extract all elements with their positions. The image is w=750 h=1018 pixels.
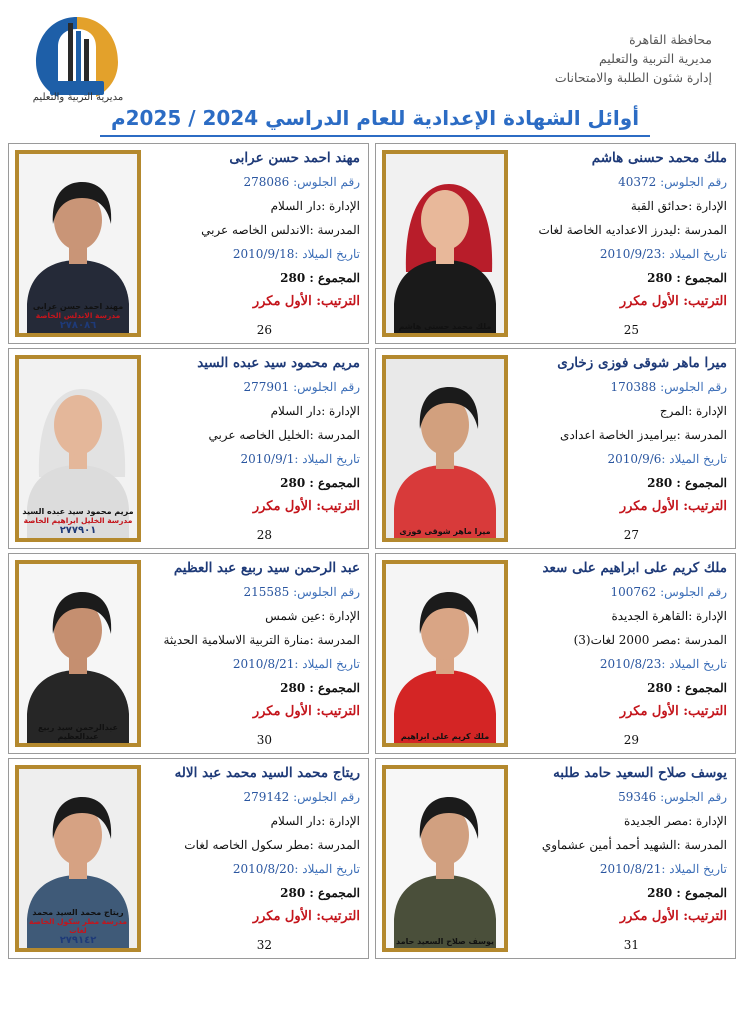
- caption-name: ريتاج محمد السيد محمد: [32, 908, 124, 917]
- total-line: [511, 266, 727, 290]
- student-photo: [15, 355, 141, 542]
- caption-school: مدرسة الاندلس الخاصة: [35, 311, 121, 320]
- total-label: المجموع :: [672, 476, 727, 490]
- caption-name: ملك محمد حسنى هاشم: [398, 322, 492, 331]
- total-label: المجموع :: [672, 681, 727, 695]
- seat-number-line: [144, 785, 360, 809]
- admin-line: [511, 809, 727, 833]
- total-value: 280: [647, 886, 673, 900]
- dob-value: 2010/9/6: [607, 452, 662, 466]
- student-info: [144, 150, 360, 314]
- dob-line: [511, 242, 727, 266]
- school-value: منارة التربية الاسلامية الحديثة: [163, 633, 310, 647]
- caption-name: عبدالرحمن سيد ربيع عبدالعظيم: [37, 723, 119, 741]
- rank-label: الترتيب:: [311, 499, 360, 514]
- total-line: [144, 676, 360, 700]
- seat-label: رقم الجلوس:: [289, 790, 360, 804]
- student-name: مهند احمد حسن عرابى: [229, 150, 360, 166]
- student-photo: [15, 150, 141, 337]
- school-value: الخليل الخاصه عربي: [208, 428, 310, 442]
- student-name: ملك محمد حسنى هاشم: [591, 150, 727, 166]
- student-card: [375, 758, 736, 959]
- government-header: [555, 30, 712, 87]
- school-line: [511, 833, 727, 857]
- page-title: أوائل الشهادة الإعدادية للعام الدراسي 2024 / 2025م: [110, 106, 640, 130]
- admin-label: الإدارة :: [688, 814, 727, 828]
- sequence-number: 30: [256, 733, 272, 747]
- total-value: 280: [647, 271, 673, 285]
- total-label: المجموع :: [672, 271, 727, 285]
- student-portrait-icon: [386, 359, 504, 538]
- admin-value: المرج: [659, 404, 689, 418]
- rank-label: الترتيب:: [678, 704, 727, 719]
- admin-label: الإدارة :: [321, 609, 360, 623]
- student-photo: [382, 355, 508, 542]
- student-portrait-icon: [386, 564, 504, 743]
- governorate-text: محافظة القاهرة: [629, 32, 712, 47]
- student-photo: [15, 560, 141, 747]
- admin-line: [144, 399, 360, 423]
- photo-caption: [19, 908, 137, 946]
- student-card: [8, 553, 369, 754]
- school-line: [144, 218, 360, 242]
- rank-line: [511, 290, 727, 314]
- seat-number-line: [144, 170, 360, 194]
- school-label: المدرسة :: [309, 428, 360, 442]
- student-name: مريم محمود سيد عبده السيد: [197, 355, 360, 371]
- seat-label: رقم الجلوس:: [656, 585, 727, 599]
- admin-value: دار السلام: [270, 199, 322, 213]
- dob-label: تاريخ الميلاد :: [661, 452, 727, 466]
- caption-name: مريم محمود سيد عبده السيد: [22, 507, 134, 516]
- rank-line: [144, 495, 360, 519]
- admin-value: القاهرة الجديدة: [611, 609, 689, 623]
- seat-label: رقم الجلوس:: [656, 380, 727, 394]
- rank-value: الأول مكرر: [252, 499, 312, 514]
- school-label: المدرسة :: [676, 838, 727, 852]
- school-label: المدرسة :: [309, 223, 360, 237]
- school-line: [511, 218, 727, 242]
- admin-line: [144, 809, 360, 833]
- rank-label: الترتيب:: [678, 909, 727, 924]
- seat-number-line: [144, 580, 360, 604]
- admin-label: الإدارة :: [321, 404, 360, 418]
- seat-label: رقم الجلوس:: [289, 175, 360, 189]
- dob-value: 2010/8/20: [232, 862, 295, 876]
- total-label: المجموع :: [672, 886, 727, 900]
- student-card: [375, 553, 736, 754]
- school-line: [511, 628, 727, 652]
- rank-label: الترتيب:: [311, 704, 360, 719]
- admin-line: [511, 194, 727, 218]
- seat-value: 278086: [243, 175, 290, 189]
- admin-label: الإدارة :: [688, 404, 727, 418]
- total-line: [144, 471, 360, 495]
- dob-value: 2010/8/21: [232, 657, 295, 671]
- seat-number-line: [511, 580, 727, 604]
- student-card: [375, 348, 736, 549]
- sequence-number: 26: [256, 323, 272, 337]
- student-name: ميرا ماهر شوقى فوزى زخارى: [557, 355, 727, 371]
- seat-number-line: [511, 375, 727, 399]
- dob-label: تاريخ الميلاد :: [661, 862, 727, 876]
- school-value: مطر سكول الخاصه لغات: [184, 838, 310, 852]
- dob-line: [511, 652, 727, 676]
- student-info: [144, 355, 360, 519]
- seat-number-line: [511, 785, 727, 809]
- rank-value: الأول مكرر: [252, 909, 312, 924]
- sequence-number: 25: [623, 323, 639, 337]
- seat-value: 40372: [618, 175, 657, 189]
- dob-label: تاريخ الميلاد :: [661, 657, 727, 671]
- sequence-number: 28: [256, 528, 272, 542]
- school-line: [144, 628, 360, 652]
- student-photo: [15, 765, 141, 952]
- dob-label: تاريخ الميلاد :: [294, 247, 360, 261]
- caption-number: ٢٧٩١٤٢: [59, 935, 97, 946]
- dob-value: 2010/8/21: [599, 862, 662, 876]
- student-info: [511, 150, 727, 314]
- caption-name: ملك كريم على ابراهيم: [400, 732, 490, 741]
- school-value: مصر 2000 لغات(3): [573, 633, 677, 647]
- student-info: [144, 765, 360, 929]
- students-grid: [8, 143, 736, 958]
- seat-value: 59346: [618, 790, 657, 804]
- school-label: المدرسة :: [309, 633, 360, 647]
- rank-value: الأول مكرر: [252, 704, 312, 719]
- student-photo: [382, 560, 508, 747]
- school-line: [144, 423, 360, 447]
- dob-label: تاريخ الميلاد :: [294, 862, 360, 876]
- student-info: [511, 355, 727, 519]
- dob-line: [144, 242, 360, 266]
- dob-line: [144, 652, 360, 676]
- admin-line: [511, 399, 727, 423]
- school-label: المدرسة :: [309, 838, 360, 852]
- caption-school: مدرسة مطر سكول الخاصة لغات: [28, 917, 128, 935]
- rank-line: [511, 495, 727, 519]
- total-value: 280: [647, 476, 673, 490]
- total-value: 280: [280, 681, 306, 695]
- admin-label: الإدارة :: [321, 199, 360, 213]
- caption-number: ٢٧٨٠٨٦: [59, 320, 97, 331]
- sequence-number: 27: [623, 528, 639, 542]
- student-card: [375, 143, 736, 344]
- total-value: 280: [280, 271, 306, 285]
- student-portrait-icon: [386, 154, 504, 333]
- photo-caption: [386, 322, 504, 331]
- photo-caption: [19, 723, 137, 741]
- school-line: [144, 833, 360, 857]
- student-info: [511, 765, 727, 929]
- dob-line: [511, 447, 727, 471]
- dob-value: 2010/9/18: [232, 247, 295, 261]
- total-line: [511, 881, 727, 905]
- seat-value: 170388: [610, 380, 657, 394]
- school-value: بيراميدز الخاصة اعدادى: [560, 428, 677, 442]
- total-line: [144, 881, 360, 905]
- seat-label: رقم الجلوس:: [289, 585, 360, 599]
- student-name: يوسف صلاح السعيد حامد طلبه: [553, 765, 727, 781]
- photo-caption: [386, 732, 504, 741]
- admin-value: مصر الجديدة: [623, 814, 689, 828]
- seat-label: رقم الجلوس:: [289, 380, 360, 394]
- total-line: [144, 266, 360, 290]
- admin-label: الإدارة :: [688, 199, 727, 213]
- dob-label: تاريخ الميلاد :: [294, 452, 360, 466]
- student-name: ريتاج محمد السيد محمد عبد الاله: [174, 765, 360, 781]
- sequence-number: 31: [623, 938, 639, 952]
- school-value: ليدرز الاعداديه الخاصة لغات: [538, 223, 677, 237]
- seat-number-line: [144, 375, 360, 399]
- admin-value: عين شمس: [265, 609, 322, 623]
- admin-value: حدائق القبة: [630, 199, 689, 213]
- total-label: المجموع :: [305, 476, 360, 490]
- seat-value: 277901: [243, 380, 290, 394]
- rank-line: [144, 700, 360, 724]
- dob-value: 2010/8/23: [599, 657, 662, 671]
- photo-caption: [386, 527, 504, 536]
- caption-name: مهند احمد حسن عرابى: [32, 302, 124, 311]
- rank-value: الأول مكرر: [619, 704, 679, 719]
- rank-label: الترتيب:: [311, 294, 360, 309]
- admin-label: الإدارة :: [688, 609, 727, 623]
- school-line: [511, 423, 727, 447]
- student-photo: [382, 765, 508, 952]
- student-card: [8, 143, 369, 344]
- total-label: المجموع :: [305, 681, 360, 695]
- rank-line: [144, 905, 360, 929]
- student-card: [8, 348, 369, 549]
- student-card: [8, 758, 369, 959]
- seat-value: 215585: [243, 585, 290, 599]
- photo-caption: [386, 937, 504, 946]
- school-label: المدرسة :: [676, 633, 727, 647]
- rank-line: [511, 700, 727, 724]
- dob-value: 2010/9/1: [240, 452, 295, 466]
- seat-value: 100762: [610, 585, 657, 599]
- logo-subtitle: مديرية التربية والتعليم: [32, 92, 124, 103]
- seat-label: رقم الجلوس:: [656, 175, 727, 189]
- admin-line: [144, 604, 360, 628]
- dob-line: [511, 857, 727, 881]
- admin-line: [511, 604, 727, 628]
- photo-caption: [19, 507, 137, 536]
- dob-label: تاريخ الميلاد :: [661, 247, 727, 261]
- directorate-text: مديرية التربية والتعليم: [598, 51, 712, 66]
- student-portrait-icon: [19, 564, 137, 743]
- sequence-number: 29: [623, 733, 639, 747]
- rank-line: [511, 905, 727, 929]
- rank-value: الأول مكرر: [619, 294, 679, 309]
- rank-label: الترتيب:: [678, 499, 727, 514]
- dob-label: تاريخ الميلاد :: [294, 657, 360, 671]
- admin-label: الإدارة :: [321, 814, 360, 828]
- rank-value: الأول مكرر: [619, 499, 679, 514]
- total-label: المجموع :: [305, 271, 360, 285]
- student-portrait-icon: [386, 769, 504, 948]
- caption-name: يوسف صلاح السعيد حامد: [396, 937, 494, 946]
- rank-label: الترتيب:: [311, 909, 360, 924]
- sequence-number: 32: [256, 938, 272, 952]
- title-underline: [100, 135, 650, 137]
- department-text: إدارة شئون الطلبة والامتحانات: [554, 70, 712, 85]
- student-info: [511, 560, 727, 724]
- student-name: عبد الرحمن سيد ربيع عبد العظيم: [173, 560, 360, 576]
- admin-line: [144, 194, 360, 218]
- caption-name: ميرا ماهر شوقى فوزى: [399, 527, 491, 536]
- dob-value: 2010/9/23: [599, 247, 662, 261]
- seat-number-line: [511, 170, 727, 194]
- rank-value: الأول مكرر: [252, 294, 312, 309]
- photo-caption: [19, 302, 137, 331]
- seat-value: 279142: [243, 790, 290, 804]
- student-info: [144, 560, 360, 724]
- total-value: 280: [280, 886, 306, 900]
- school-value: الشهيد أحمد أمين عشماوي: [541, 838, 677, 852]
- rank-line: [144, 290, 360, 314]
- dob-line: [144, 857, 360, 881]
- total-label: المجموع :: [305, 886, 360, 900]
- dob-line: [144, 447, 360, 471]
- total-value: 280: [647, 681, 673, 695]
- caption-school: مدرسة الخليل ابراهيم الخاصة: [23, 516, 133, 525]
- caption-number: ٢٧٧٩٠١: [59, 525, 97, 536]
- total-line: [511, 676, 727, 700]
- total-line: [511, 471, 727, 495]
- seat-label: رقم الجلوس:: [656, 790, 727, 804]
- school-label: المدرسة :: [676, 223, 727, 237]
- student-name: ملك كريم على ابراهيم على سعد: [542, 560, 727, 576]
- admin-value: دار السلام: [270, 814, 322, 828]
- rank-label: الترتيب:: [678, 294, 727, 309]
- rank-value: الأول مكرر: [619, 909, 679, 924]
- school-label: المدرسة :: [676, 428, 727, 442]
- admin-value: دار السلام: [270, 404, 322, 418]
- total-value: 280: [280, 476, 306, 490]
- student-photo: [382, 150, 508, 337]
- school-value: الاندلس الخاصه عربي: [201, 223, 310, 237]
